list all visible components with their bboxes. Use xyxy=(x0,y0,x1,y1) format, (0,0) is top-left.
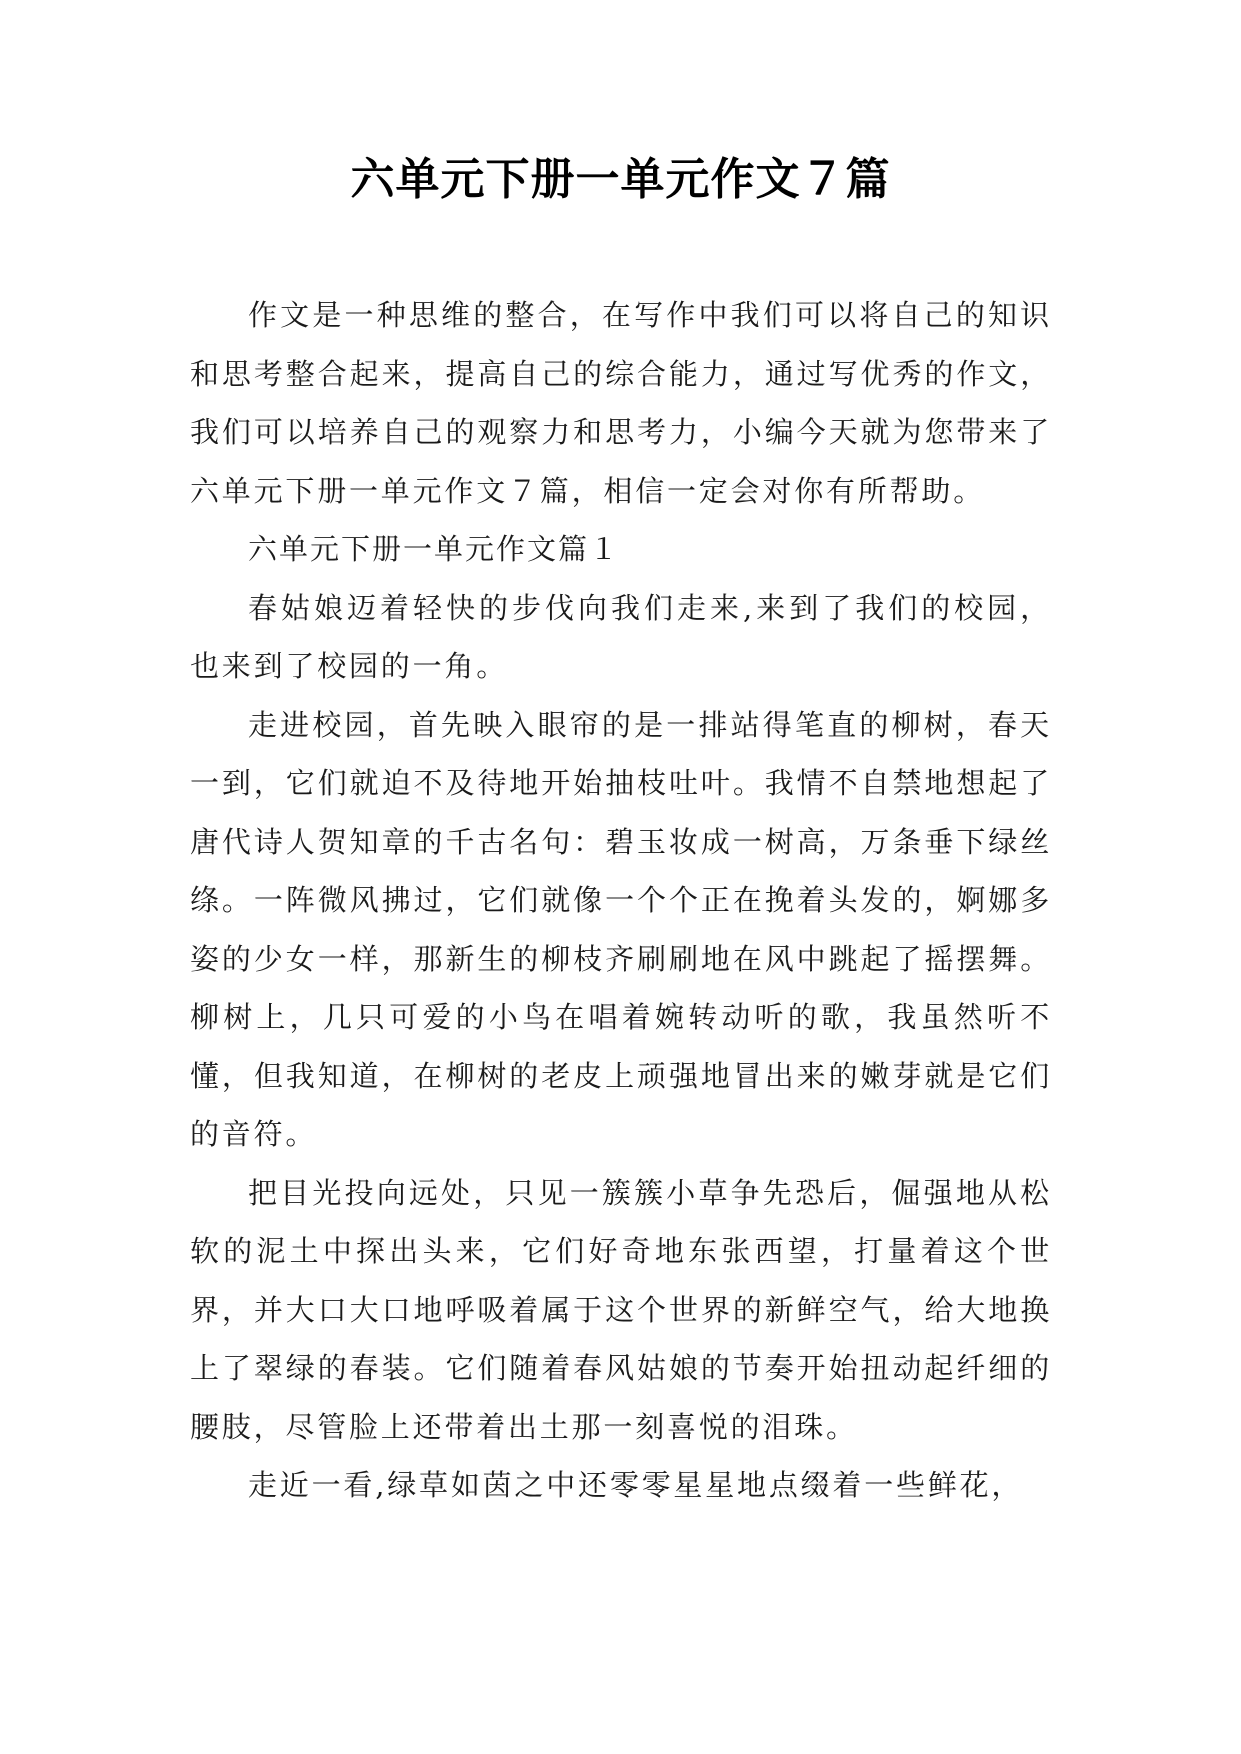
body-paragraph: 把目光投向远处，只见一簇簇小草争先恐后，倔强地从松软的泥土中探出头来，它们好奇地东张西望，打量着这个世界，并大口大口地呼吸着属于这个世界的新鲜空气，给大地换上了翠绿的春装。它们随着春风姑娘的节奏开始扭动起纤细的腰肢，尽管脸上还带着出土那一刻喜悦的泪珠。 xyxy=(190,1175,1052,1444)
document-title: 六单元下册一单元作文７篇 xyxy=(350,154,891,205)
body-paragraph: 走近一看,绿草如茵之中还零零星星地点缀着一些鲜花， xyxy=(248,1468,1024,1502)
body-paragraph: 春姑娘迈着轻快的步伐向我们走来,来到了我们的校园，也来到了校园的一角。 xyxy=(190,590,1052,683)
body-paragraph: 走进校园，首先映入眼帘的是一排站得笔直的柳树，春天一到，它们就迫不及待地开始抽枝吐叶。我情不自禁地想起了唐代诗人贺知章的千古名句：碧玉妆成一树高，万条垂下绿丝绦。一阵微风拂过，它们就像一个个正在挽着头发的，婀娜多姿的少女一样，那新生的柳枝齐刷刷地在风中跳起了摇摆舞。柳树上，几只可爱的小鸟在唱着婉转动听的歌，我虽然听不懂，但我知道，在柳树的老皮上顽强地冒出来的嫩芽就是它们的音符。 xyxy=(190,707,1052,1151)
section-heading: 六单元下册一单元作文篇１ xyxy=(248,532,621,566)
intro-paragraph: 作文是一种思维的整合，在写作中我们可以将自己的知识和思考整合起来，提高自己的综合能力，通过写优秀的作文，我们可以培养自己的观察力和思考力，小编今天就为您带来了六单元下册一单元作文７篇，相信一定会对你有所帮助。 xyxy=(190,298,1052,508)
document-body xyxy=(190,286,1052,1515)
